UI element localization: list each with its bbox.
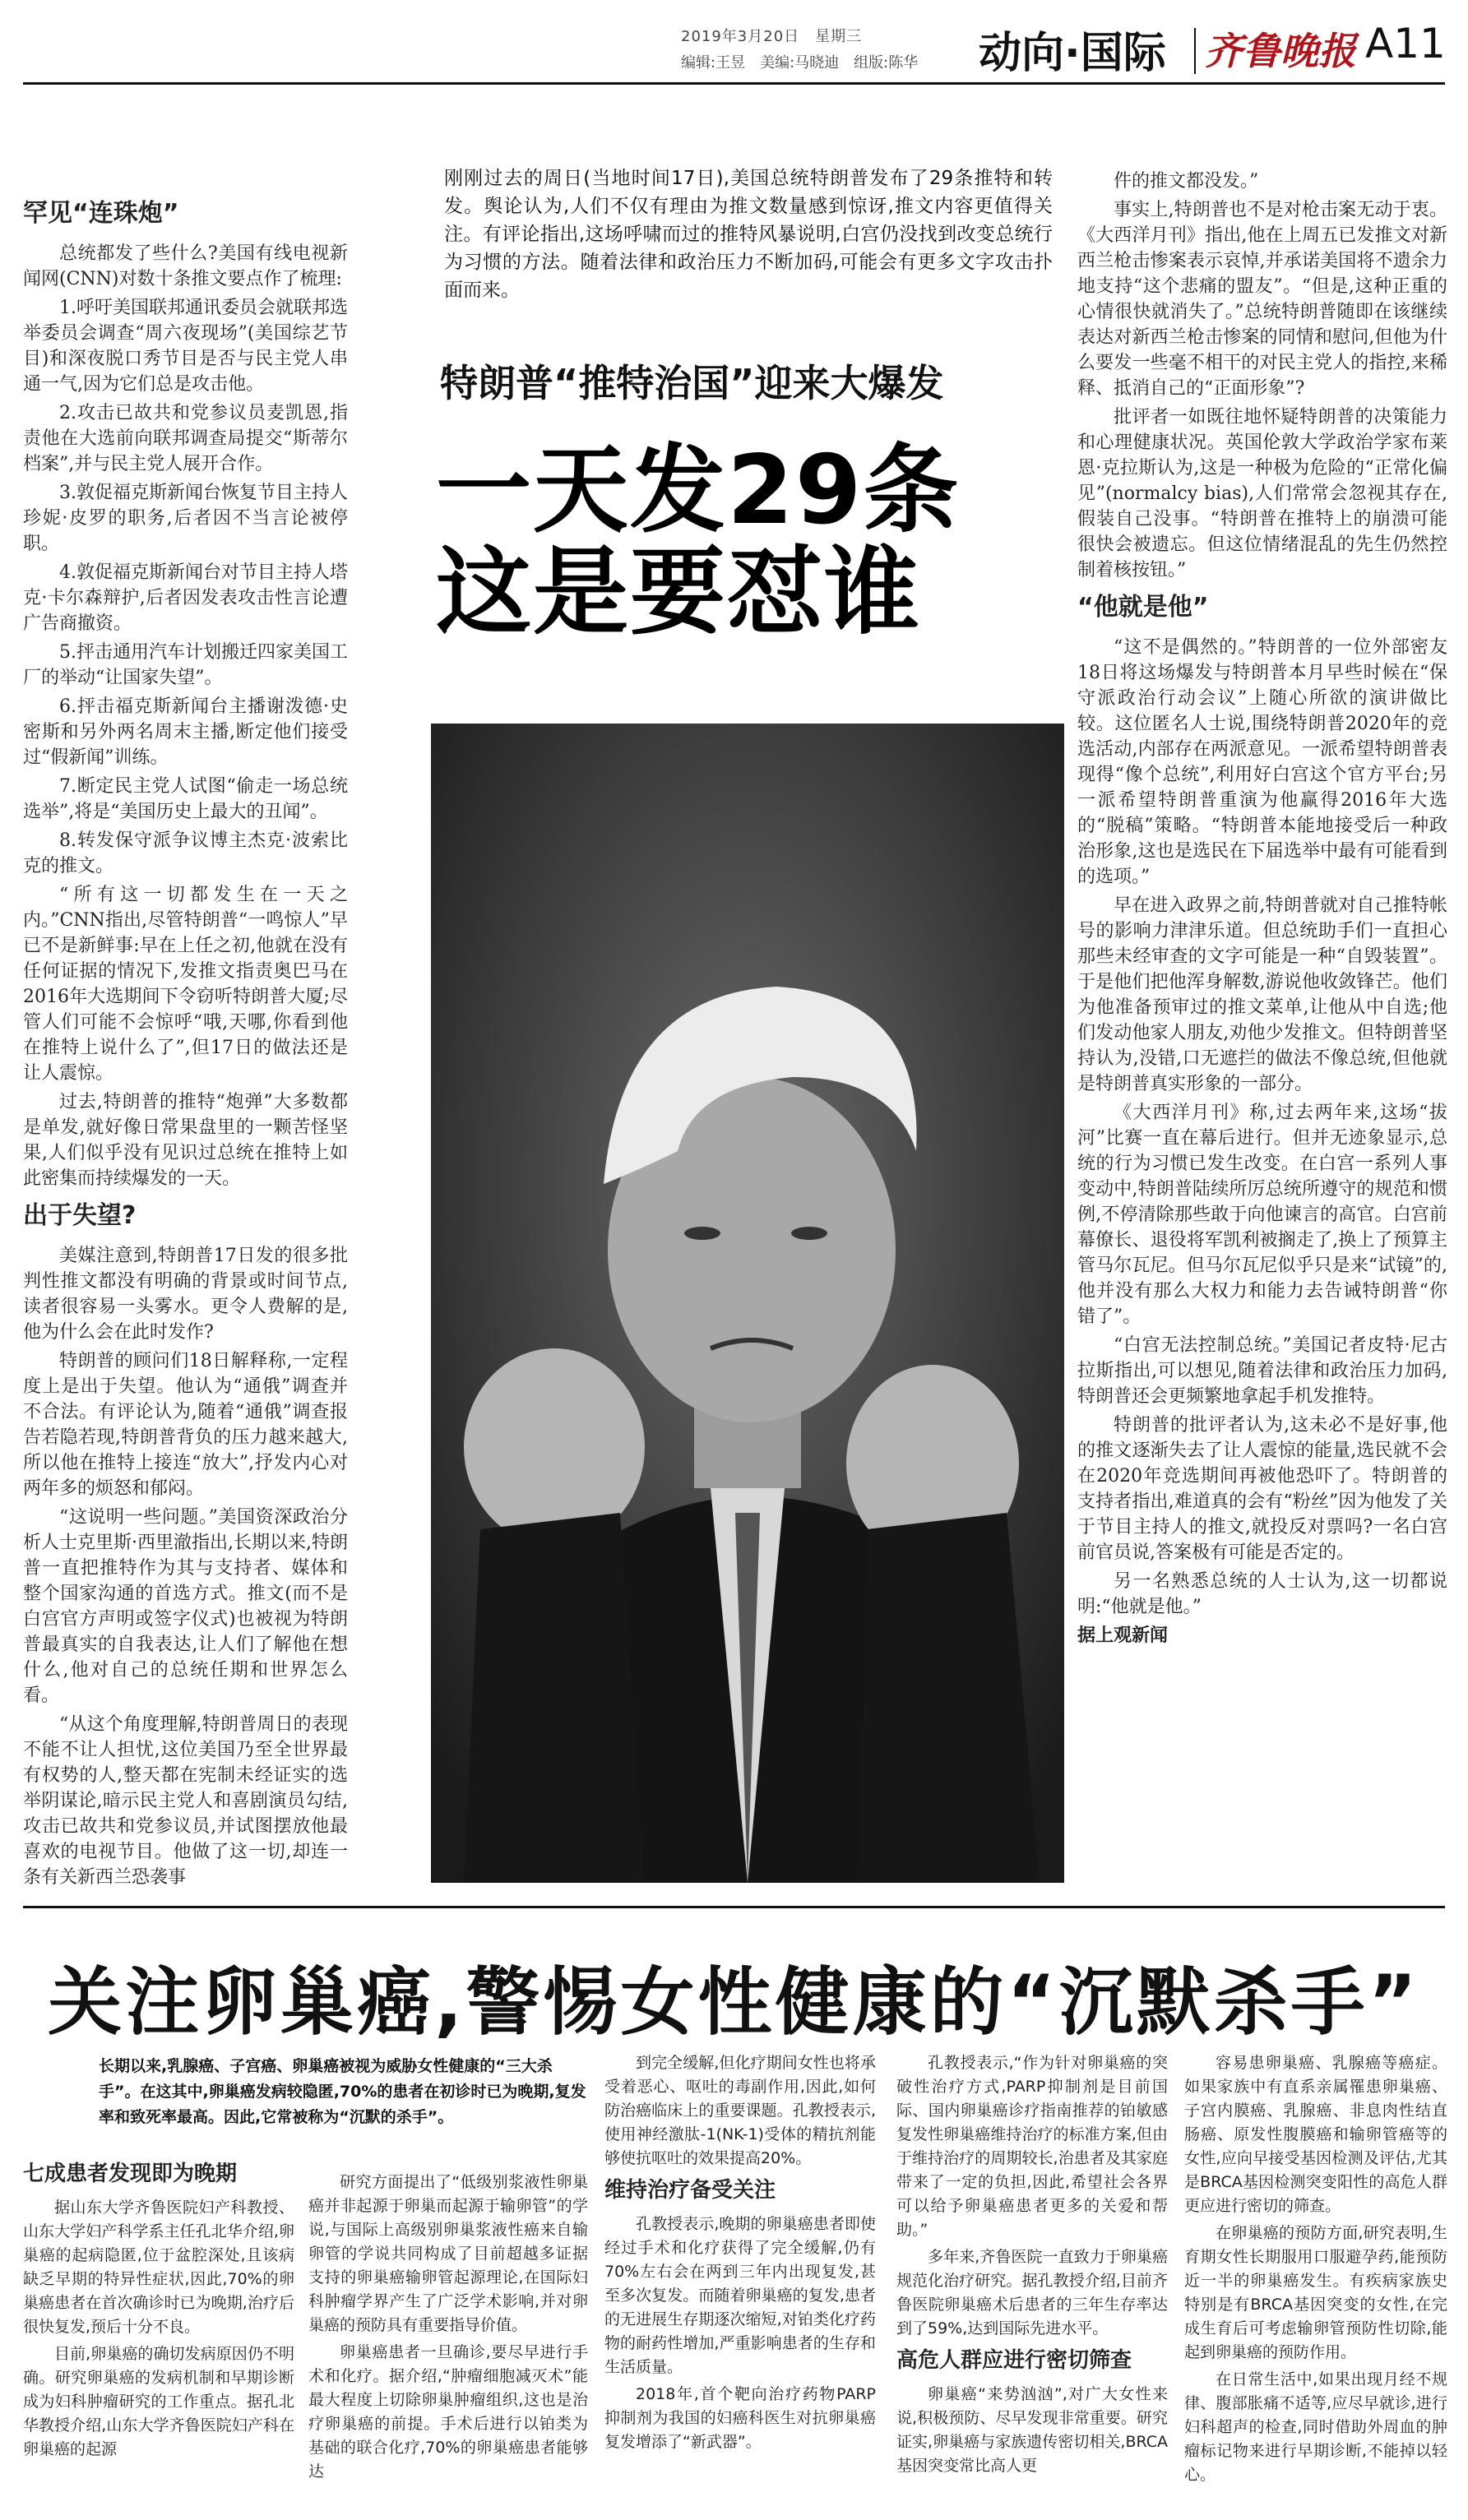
- right-column: [1077, 169, 1447, 1648]
- paragraph: 孔教授表示,晚期的卵巢癌患者即使经过手术和化疗获得了完全缓解,仍有70%左右会在两到三年内出现复发,甚至多次复发。而随着卵巢癌的复发,患者的无进展生存期逐次缩短,对铂类化疗药物的耐药性增加,严重影响患者的生存和生活质量。: [604, 2215, 876, 2376]
- bottom-column-3: [604, 2051, 876, 2458]
- column-text: [604, 2051, 876, 2171]
- section-heading: 七成患者发现即为晚期: [23, 2162, 238, 2186]
- section-heading: 维持治疗备受关注: [604, 2178, 776, 2203]
- paragraph: 卵巢癌患者一旦确诊,要尽早进行手术和化疗。据介绍,“肿瘤细胞减灭术”能最大程度上切除卵巢肿瘤组织,这也是治疗卵巢癌的前提。手术后进行以铂类为基础的联合化疗,70%的卵巢癌患者能够达: [308, 2343, 588, 2481]
- paragraph: 多年来,齐鲁医院一直致力于卵巢癌规范化治疗研究。据孔教授介绍,目前齐鲁医院卵巢癌术后患者的三年生存率达到了59%,达到国际先进水平。: [896, 2248, 1168, 2337]
- paragraph: 研究方面提出了“低级别浆液性卵巢癌并非起源于卵巢而起源于输卵管”的学说,与国际上高级别卵巢浆液性癌来自输卵管的学说共同构成了目前超越多证据支持的卵巢癌输卵管起源理论,在国际妇科肿瘤学界产生了广泛学术影响,并对卵巢癌的预防具有重要指导价值。: [308, 2173, 588, 2334]
- paragraph: 事实上,特朗普也不是对枪击案无动于衷。《大西洋月刊》指出,他在上周五已发推文对新西兰枪击惨案表示哀悼,并承诺美国将不遗余力地支持“这个悲痛的盟友”。“但是,这种正重的心情很快就消失了。”总统特朗普随即在该继续表达对新西兰枪击惨案的同情和慰问,但他为什么要发一些毫不相干的对民主党人的指控,来稀释、抵消自己的“正面形象”?: [1077, 200, 1447, 399]
- headline-line-1: 一天发29条: [436, 435, 961, 546]
- paragraph: 7.断定民主党人试图“偷走一场总统选举”,将是“美国历史上最大的丑闻”。: [23, 776, 348, 822]
- column-text: [896, 2383, 1168, 2478]
- paragraph: 4.敦促福克斯新闻台对节目主持人塔克·卡尔森辩护,后者因发表攻击性言论遭广告商撤资。: [23, 562, 348, 634]
- paragraph: “这说明一些问题。”美国资深政治分析人士克里斯·西里澈指出,长期以来,特朗普一直把推特作为其与支持者、媒体和整个国家沟通的首选方式。推文(而不是白宫官方声明或签字仪式)也被视为特朗普最真实的自我表达,让人们了解他在想什么,他对自己的总统任期和世界怎么看。: [23, 1507, 348, 1706]
- paragraph: 卵巢癌“来势汹汹”,对广大女性来说,积极预防、尽早发现非常重要。研究证实,卵巢癌与家族遗传密切相关,BRCA基因突变常比高人更: [896, 2385, 1168, 2475]
- paragraph: 容易患卵巢癌、乳腺癌等癌症。如果家族中有直系亲属罹患卵巢癌、子宫内膜癌、乳腺癌、非息肉性结直肠癌、原发性腹膜癌和输卵管癌等的女性,应向早接受基因检测及评估,尤其是BRCA基因检测突变阳性的高危人群更应进行密切的筛查。: [1184, 2054, 1447, 2215]
- sub-headline: 特朗普“推特治国”迎来大爆发: [440, 361, 944, 405]
- right-paragraphs: [1077, 169, 1447, 583]
- paragraph: 批评者一如既往地怀疑特朗普的决策能力和心理健康状况。英国伦敦大学政治学家布莱恩·克拉斯认为,这是一种极为危险的“正常化偏见”(normalcy bias),人们常常会忽视其存在,假装自己没事。“特朗普在推特上的崩溃可能很快会被遗忘。但这位情绪混乱的先生仍然控制着核按钮。”: [1077, 407, 1447, 580]
- paragraph: “所有这一切都发生在一天之内。”CNN指出,尽管特朗普“一鸣惊人”早已不是新鲜事:早在上任之初,他就在没有任何证据的情况下,发推文指责奥巴马在2016年大选期间下令窃听特朗普大厦;尽管人们可能不会惊呼“哦,天哪,你看到他在推特上说什么了”,但17日的做法还是让人震惊。: [23, 885, 348, 1084]
- section-heading: 罕见“连珠炮”: [23, 199, 179, 228]
- editor-credits: 编辑:王昱 美编:马晓迪 组版:陈华: [681, 54, 919, 72]
- left-column: [23, 189, 348, 1893]
- section-heading: 高危人群应进行密切筛查: [896, 2348, 1132, 2373]
- paragraph: 过去,特朗普的推特“炮弹”大多数都是单发,就好像日常果盘里的一颗苦怪坚果,人们似乎没有见识过总统在推特上如此密集而持续爆发的一天。: [23, 1092, 348, 1189]
- column-text: [896, 2051, 1168, 2341]
- column-text: [604, 2213, 876, 2454]
- section-divider: [23, 1906, 1445, 1908]
- bottom-column-4: [896, 2051, 1168, 2481]
- source-credit: 据上观新闻: [1077, 1625, 1169, 1646]
- news-photo: [431, 724, 1064, 1883]
- paragraph: 3.敦促福克斯新闻台恢复节目主持人珍妮·皮罗的职务,后者因不当言论被停职。: [23, 483, 348, 554]
- section-heading: 出于失望?: [23, 1201, 137, 1230]
- section-title: 动向·国际: [979, 29, 1166, 78]
- page-number: A11: [1365, 20, 1446, 67]
- paragraph: 到完全缓解,但化疗期间女性也将承受着恶心、呕吐的毒副作用,因此,如何防治癌临床上的重要课题。孔教授表示,使用神经激肽-1(NK-1)受体的精抗剂能够使抗呕吐的效果提高20%。: [604, 2054, 876, 2167]
- bottom-headline: 关注卵巢癌,警惕女性健康的“沉默杀手”: [48, 1959, 1420, 2046]
- paragraph: 《大西洋月刊》称,过去两年来,这场“拔河”比赛一直在幕后进行。但并无迹象显示,总统的行为习惯已发生改变。在白宫一系列人事变动中,特朗普陆续所厉总统所遵守的规范和惯例,不停清除那些敢于向他谏言的高官。白宫前幕僚长、退役将军凯利被搁走了,换上了预算主管马尔瓦尼。但马尔瓦尼似乎只是来“试镜”的,他并没有那么大权力和能力去告诫特朗普“你错了”。: [1077, 1103, 1447, 1327]
- bottom-column-5: [1184, 2051, 1447, 2490]
- section-heading: “他就是他”: [1077, 593, 1209, 622]
- paragraph: 美媒注意到,特朗普17日发的很多批判性推文都没有明确的背景或时间节点,读者很容易一头雾水。更令人费解的是,他为什么会在此时发作?: [23, 1246, 348, 1343]
- paragraph: “白宫无法控制总统。”美国记者皮特·尼古拉斯指出,可以想见,随着法律和政治压力加码,特朗普还会更频繁地拿起手机发推特。: [1077, 1335, 1447, 1407]
- main-headline: [436, 435, 961, 648]
- left-paragraphs-2: [23, 1243, 348, 1890]
- bottom-column-2: [308, 2171, 588, 2487]
- paragraph: 特朗普的顾问们18日解释称,一定程度上是出于失望。他认为“通俄”调查并不合法。有评论认为,随着“通俄”调查报告若隐若现,特朗普背负的压力越来越大,所以他在推特上接连“放大”,抒发内心对两年多的烦怒和郁闷。: [23, 1351, 348, 1499]
- paragraph: 2.攻击已故共和党参议员麦凯恩,指责他在大选前向联邦调查局提交“斯蒂尔档案”,并与民主党人展开合作。: [23, 403, 348, 474]
- bottom-intro: 长期以来,乳腺癌、子宫癌、卵巢癌被视为威胁女性健康的“三大杀手”。在这其中,卵巢癌发病较隐匿,70%的患者在初诊时已为晚期,复发率和致死率最高。因此,它常被称为“沉默的杀手”。: [99, 2057, 586, 2126]
- paragraph: 总统都发了些什么?美国有线电视新闻网(CNN)对数十条推文要点作了梳理:: [23, 243, 348, 289]
- paragraph: 2018年,首个靶向治疗药物PARP抑制剂为我国的妇癌科医生对抗卵巢癌复发增添了“新武器”。: [604, 2385, 876, 2451]
- paragraph: 目前,卵巢癌的确切发病原因仍不明确。研究卵巢癌的发病机制和早期诊断成为妇科肿瘤研究的工作重点。据孔北华教授介绍,山东大学齐鲁医院妇产科在卵巢癌的起源: [23, 2345, 294, 2458]
- newspaper-logo: 齐鲁晚报: [1205, 29, 1356, 73]
- right-paragraphs-2: [1077, 635, 1447, 1620]
- paragraph: “这不是偶然的。”特朗普的一位外部密友18日将这场爆发与特朗普本月早些时候在“保守派政治行动会议”上随心所欲的演讲做比较。这位匿名人士说,围绕特朗普2020年的竞选活动,内部存在两派意见。一派希望特朗普表现得“像个总统”,利用好白宫这个官方平台;另一派希望特朗普重演为他赢得2016年大选的“脱稿”策略。“特朗普本能地接受后一种政治形象,这也是选民在下届选举中最有可能看到的选项。”: [1077, 637, 1447, 887]
- paragraph: “从这个角度理解,特朗普周日的表现不能不让人担忧,这位美国乃至全世界最有权势的人,整天都在宪制未经证实的选举阴谋论,暗示民主党人和喜剧演员勾结,攻击已故共和党参议员,并试图摆放他最喜欢的电视节目。他做了这一切,却连一条有关新西兰恐袭事: [23, 1714, 348, 1888]
- masthead-separator: [1194, 28, 1196, 74]
- column-text: [308, 2171, 588, 2484]
- headline-line-2: 这是要怼谁: [436, 537, 921, 648]
- paragraph: 据山东大学齐鲁医院妇产科教授、山东大学妇产科学系主任孔北华介绍,卵巢癌的起病隐匿,位于盆腔深处,且该病缺乏早期的特异性症状,因此,70%的卵巢癌患者在首次确诊时已为晚期,治疗后很快复发,预后十分不良。: [23, 2199, 294, 2336]
- paragraph: 件的推文都没发。”: [1114, 171, 1259, 192]
- paragraph: 在日常生活中,如果出现月经不规律、腹部胀痛不适等,应尽早就诊,进行妇科超声的检查,同时借助外周血的肿瘤标记物来进行早期诊断,不能掉以轻心。: [1184, 2370, 1447, 2484]
- paragraph: 另一名熟悉总统的人士认为,这一切都说明:“他就是他。”: [1077, 1571, 1447, 1617]
- lead-paragraph: 刚刚过去的周日(当地时间17日),美国总统特朗普发布了29条推特和转发。舆论认为,人们不仅有理由为推文数量感到惊讶,推文内容更值得关注。有评论指出,这场呼啸而过的推特风暴说明,白宫仍没找到改变总统行为习惯的方法。随着法律和政治压力不断加码,可能会有更多文字攻击扑面而来。: [444, 168, 1053, 301]
- paragraph: 早在进入政界之前,特朗普就对自己推特帐号的影响力津津乐道。但总统助手们一直担心那些未经审查的文字可能是一种“自毁装置”。于是他们把他浑身解数,游说他收敛锋芒。他们为他准备预审过的推文菜单,让他从中自选;他们发动他家人朋友,劝他少发推文。但特朗普坚持认为,没错,口无遮拦的做法不像总统,但他就是特朗普真实形象的一部分。: [1077, 895, 1447, 1094]
- column-text: [1184, 2051, 1447, 2487]
- photo-illustration: [431, 724, 1064, 1883]
- issue-date: 2019年3月20日 星期三: [681, 28, 863, 45]
- paragraph: 1.呼吁美国联邦通讯委员会就联邦选举委员会调查“周六夜现场”(美国综艺节目)和深夜脱口秀节目是否与民主党人串通一气,因为它们总是攻击他。: [23, 298, 348, 395]
- bottom-column-1: [23, 2154, 294, 2465]
- paragraph: 孔教授表示,“作为针对卵巢癌的突破性治疗方式,PARP抑制剂是目前国际、国内卵巢癌诊疗指南推荐的铂敏感复发性卵巢癌维持治疗的标准方案,但由于维持治疗的周期较长,治患者及其家庭带来了一定的负担,因此,希望社会各界可以给予卵巢癌患者更多的关爱和帮助。”: [896, 2054, 1168, 2239]
- column-text: [23, 2196, 294, 2462]
- paragraph: 6.抨击福克斯新闻台主播谢泼德·史密斯和另外两名周末主播,断定他们接受过“假新闻”训练。: [23, 696, 348, 768]
- paragraph: 在卵巢癌的预防方面,研究表明,生育期女性长期服用口服避孕药,能预防近一半的卵巢癌发生。有疾病家族史特别是有BRCA基因突变的女性,在完成生育后可考虑输卵管预防性切除,能起到卵巢癌的预防作用。: [1184, 2224, 1447, 2361]
- left-paragraphs: [23, 241, 348, 1191]
- paragraph: 特朗普的批评者认为,这未必不是好事,他的推文逐渐失去了让人震惊的能量,选民就不会在2020年竞选期间再被他恐吓了。特朗普的支持者指出,难道真的会有“粉丝”因为他发了关于节目主持人的推文,就投反对票吗?一名白宫前官员说,答案极有可能是否定的。: [1077, 1415, 1447, 1563]
- paragraph: 5.抨击通用汽车计划搬迁四家美国工厂的举动“让国家失望”。: [23, 642, 348, 688]
- paragraph: 8.转发保守派争议博主杰克·波索比克的推文。: [23, 830, 348, 876]
- masthead-rule: [23, 82, 1445, 85]
